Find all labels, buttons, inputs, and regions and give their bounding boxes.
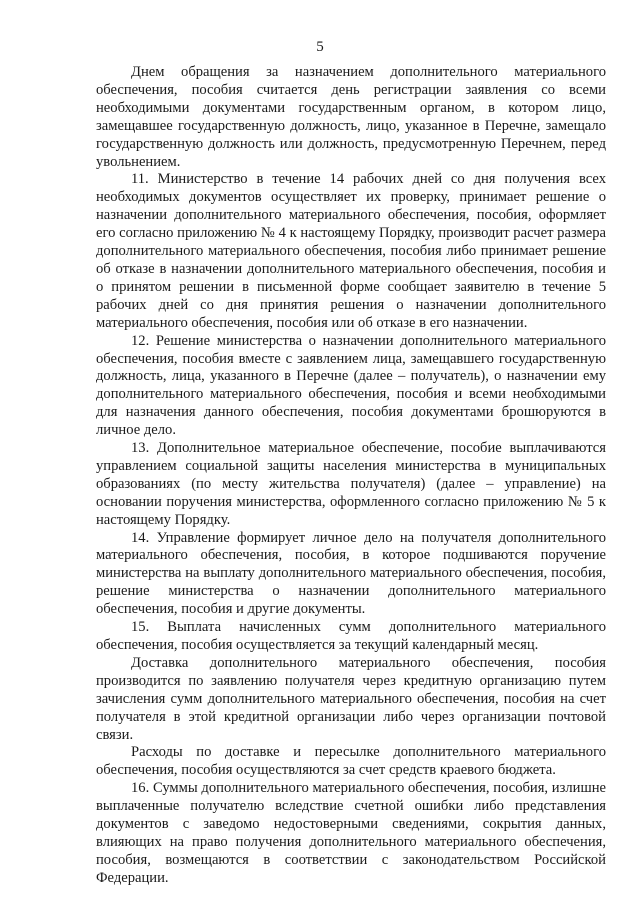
paragraph: 15. Выплата начисленных сумм дополнительного материального обеспечения, пособия осуществляется за текущий календарный месяц.: [96, 619, 606, 653]
paragraph: 12. Решение министерства о назначении дополнительного материального обеспечения, пособия вместе с заявлением лица, замещавшего государственную должность, лица, указанного в Перечне (далее – получатель), о назначении ему дополнительного материального обеспечения, пособия и всеми необходимыми для назначения данного обеспечения, пособия документами брошюруются в личное дело.: [96, 332, 606, 439]
document-body: [96, 64, 606, 888]
paragraph: 11. Министерство в течение 14 рабочих дней со дня получения всех необходимых документов осуществляет их проверку, принимает решение о назначении дополнительного материального обеспечения, пособия, оформляет его согласно приложению № 4 к настоящему Порядку, производит расчет размера дополнительного материального обеспечения, пособия либо принимает решение об отказе в назначении дополнительного материального обеспечения, пособия и о принятом решении в письменной форме сообщает заявителю в течение 5 рабочих дней со дня принятия решения о назначении дополнительного материального обеспечения, пособия или об отказе в его назначении.: [96, 171, 606, 331]
paragraph: 16. Суммы дополнительного материального обеспечения, пособия, излишне выплаченные получателю вследствие счетной ошибки либо представления документов с заведомо недостоверными сведениями, сокрытия данных, влияющих на право получения дополнительного материального обеспечения, пособия, возмещаются в соответствии с законодательством Российской Федерации.: [96, 780, 606, 886]
paragraph: 14. Управление формирует личное дело на получателя дополнительного материального обеспечения, пособия, в которое подшиваются поручение министерства на выплату дополнительного материального обеспечения, пособия, решение министерства о назначении дополнительного материального обеспечения, пособия и другие документы.: [96, 529, 606, 618]
paragraph: Днем обращения за назначением дополнительного материального обеспечения, пособия считается день регистрации заявления со всеми необходимыми документами государственным органом, в котором лицо, замещавшее государственную должность, лицо, указанное в Перечне, замещало государственную должность или должность, предусмотренную Перечнем, перед увольнением.: [96, 64, 606, 170]
paragraph: Доставка дополнительного материального обеспечения, пособия производится по заявлению получателя через кредитную организацию путем зачисления сумм дополнительного материального обеспечения, пособия на счет получателя в этой кредитной организации либо через организации почтовой связи.: [96, 654, 606, 743]
paragraph: Расходы по доставке и пересылке дополнительного материального обеспечения, пособия осуществляются за счет средств краевого бюджета.: [96, 744, 606, 779]
paragraph: 13. Дополнительное материальное обеспечение, пособие выплачиваются управлением социальной защиты населения министерства в муниципальных образованиях (по месту жительства получателя) (далее – управление) на основании поручения министерства, оформленного согласно приложению № 5 к настоящему Порядку.: [96, 440, 606, 528]
page-number: 5: [316, 39, 324, 55]
